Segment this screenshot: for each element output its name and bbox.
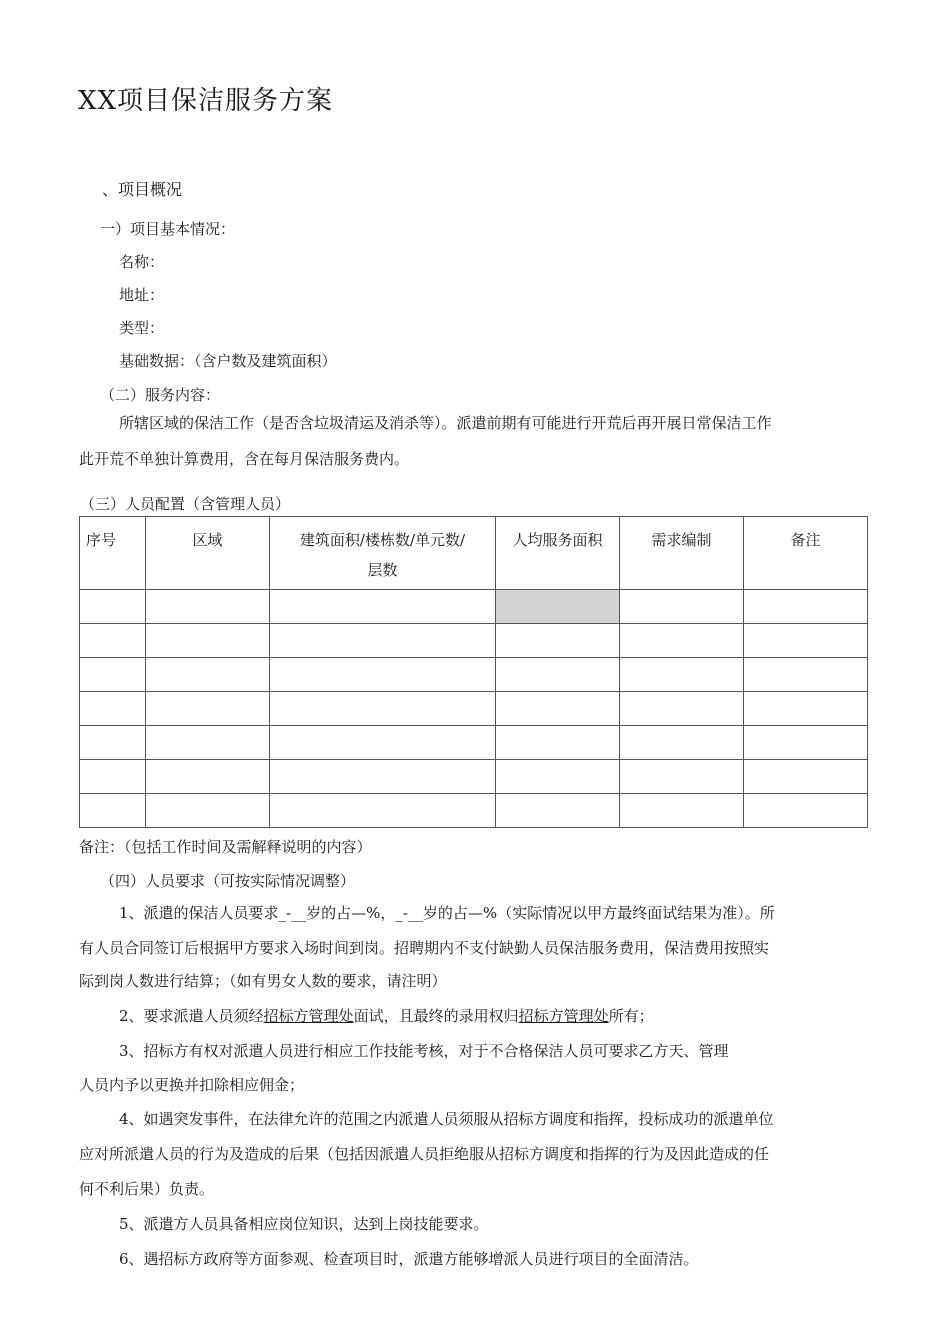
address-field-label: 地址： <box>119 286 165 304</box>
underlined-term: 招标方管理处 <box>263 1007 354 1025</box>
table-row <box>80 658 868 692</box>
column-header-staffing-quota: 需求编制 <box>620 517 744 590</box>
requirement-1-line-1: 1、派遣的保洁人员要求_-__岁的占—%，_-__岁的占—%（实际情况以甲方最终面试结果为准）。所 <box>119 904 775 922</box>
name-field-label: 名称： <box>119 253 165 271</box>
requirement-4-line-1: 4、如遇突发事件，在法律允许的范围之内派遣人员须服从招标方调度和指挥，投标成功的派遣单位 <box>119 1110 774 1128</box>
table-row <box>80 590 868 624</box>
table-row <box>80 726 868 760</box>
personnel-requirements-heading: （四）人员要求（可按实际情况调整） <box>100 872 356 890</box>
column-header-remarks: 备注 <box>744 517 868 590</box>
requirement-3-line-2: 人员内予以更换并扣除相应佣金； <box>79 1076 305 1094</box>
document-title: XX项目保洁服务方案 <box>78 86 334 116</box>
requirement-6: 6、遇招标方政府等方面参观、检查项目时，派遣方能够增派人员进行项目的全面清洁。 <box>119 1250 699 1268</box>
requirement-1-line-2: 有人员合同签订后根据甲方要求入场时间到岗。招聘期内不支付缺勤人员保洁服务费用，保洁费用按照实 <box>79 939 770 957</box>
table-note: 备注：（包括工作时间及需解释说明的内容） <box>79 838 372 856</box>
requirement-2: 2、要求派遣人员须经招标方管理处面试，且最终的录用权归招标方管理处所有； <box>119 1007 654 1025</box>
section-heading-overview: 、项目概况 <box>102 180 183 199</box>
column-header-building <box>270 517 496 590</box>
requirement-5: 5、派遣方人员具备相应岗位知识，达到上岗技能要求。 <box>119 1215 489 1233</box>
service-content-heading: （二）服务内容： <box>100 386 221 404</box>
requirement-4-line-3: 何不利后果）负责。 <box>79 1180 215 1198</box>
service-content-line-1: 所辖区域的保洁工作（是否含垃圾清运及消杀等）。派遣前期有可能进行开荒后再开展日常保洁工作 <box>119 414 772 432</box>
column-header-area: 区域 <box>146 517 270 590</box>
table-header-row <box>80 517 868 590</box>
table-row <box>80 794 868 828</box>
column-header-index: 序号 <box>80 517 146 590</box>
type-field-label: 类型： <box>119 319 165 337</box>
underlined-term: 招标方管理处 <box>518 1007 609 1025</box>
staffing-heading: （三）人员配置（含管理人员） <box>80 495 291 513</box>
table-row <box>80 760 868 794</box>
table-row <box>80 624 868 658</box>
column-header-building-line-2: 层数 <box>367 561 398 579</box>
column-header-building-line-1: 建筑面积/楼栋数/单元数/ <box>299 531 466 549</box>
requirement-4-line-2: 应对所派遣人员的行为及造成的后果（包括因派遣人员拒绝服从招标方调度和指挥的行为及因此造成的任 <box>79 1145 770 1163</box>
requirement-3-line-1: 3、招标方有权对派遣人员进行相应工作技能考核，对于不合格保洁人员可要求乙方天、管理 <box>119 1042 729 1060</box>
basic-info-heading: 一）项目基本情况： <box>100 220 236 238</box>
requirement-1-line-3: 际到岗人数进行结算；（如有男女人数的要求，请注明） <box>79 972 447 990</box>
staffing-table <box>79 516 868 828</box>
table-row <box>80 692 868 726</box>
basic-data-label: 基础数据：（含户数及建筑面积） <box>119 352 337 370</box>
shaded-cell <box>496 590 620 624</box>
column-header-per-capita-area: 人均服务面积 <box>496 517 620 590</box>
service-content-line-2: 此开荒不单独计算费用，含在每月保洁服务费内。 <box>79 450 410 468</box>
